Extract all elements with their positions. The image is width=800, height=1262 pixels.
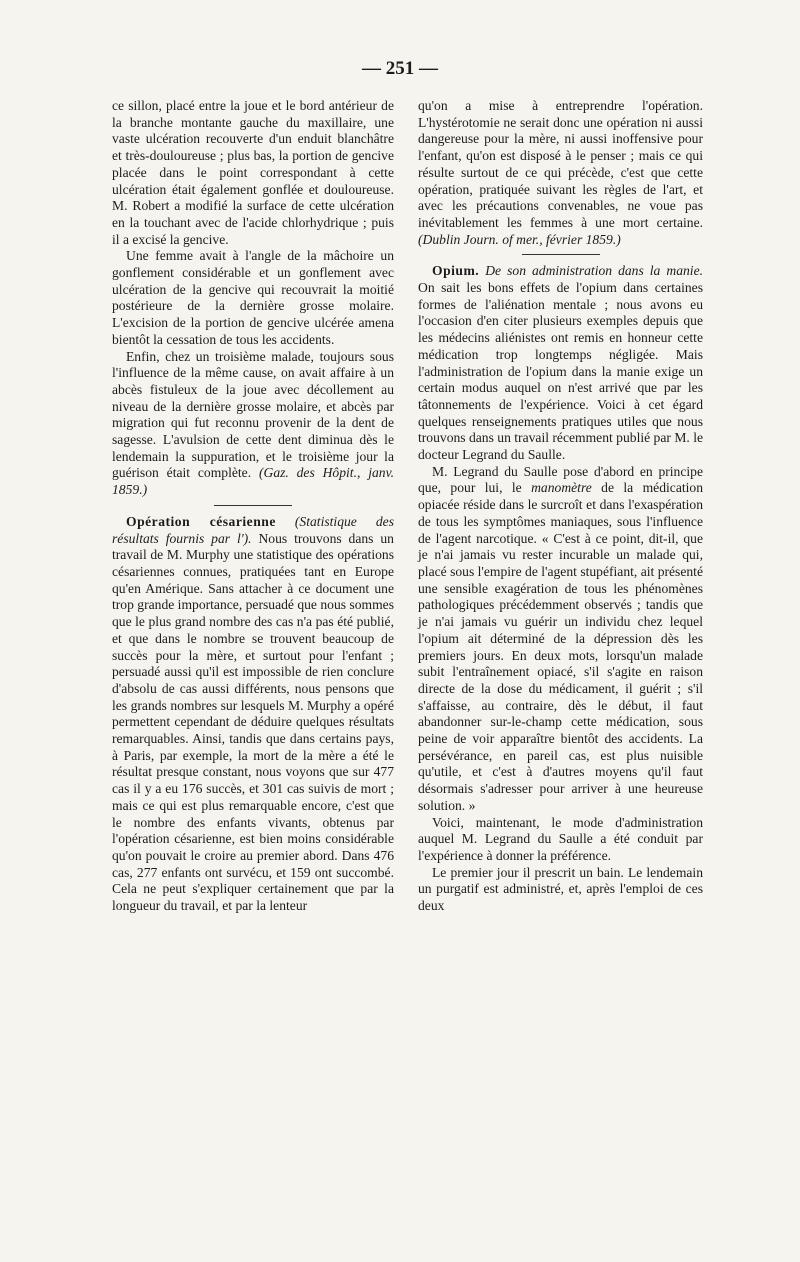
section-heading: Opium. [432,263,480,279]
paragraph-text: de la médication opiacée réside dans le surcroît et dans l'exaspération de tous les symptômes maniaques, sous l'influence de l'agent narcotique. « C'est à ce point, dit-il, que je n'ai jamais vu rester incurable un malade qui, placé sous l'empire de l'agent stupéfiant, ait présenté une sensible exagération de tous les phénomènes pathologiques précédemment observés ; tandis que je n'ai jamais vu guérir un individu chez lequel l'opium ait déterminé de la dépression dès les premiers jours. En deux mots, lorsqu'un malade subit l'entraînement opiacé, s'il s'agite en raison directe de la dose du médicament, il guérit ; s'il s'affaisse, au contraire, dès le début, il faut abandonner sur-le-champ cette médication, sous peine de voir apparaître bientôt des accidents. La persévérance, en pareil cas, est plus nuisible qu'utile, et c'est à d'autres moyens qu'il faut désormais s'adresser pour arriver à une heureuse solution. » [418,480,704,813]
paragraph-text: qu'on a mise à entreprendre l'opération. L'hystérotomie ne serait donc une opération ni aussi dangereuse pour la mère, ni aussi inoffensive pour l'enfant, qu'on est disposé à le penser ; mais ce qui résulte surtout de ce qui précède, c'est que cette opération, pratiquée suivant les règles de l'art, et avec les précautions convenables, ne voue pas inévitablement les femmes à une mort certaine. [418,98,703,230]
section-subheading: (Statistique des résultats fournis par l'). [112,513,394,546]
italic-term: manomètre [531,480,592,496]
right-column [418,98,703,915]
paragraph-text: M. Legrand du Saulle pose d'abord en principe que, pour lui, le [418,463,703,496]
section-paragraph [112,514,394,915]
section-body: Nous trouvons dans un travail de M. Murphy une statistique des opérations césariennes connues, pratiquées tant en Europe qu'en Amérique. Sans attacher à ce document une trop grande importance, persuadé que nous sommes que le plus grand nombre des cas n'a pas été publié, et que dans le nombre se trouvent beaucoup de succès pour la mère, et surtout pour l'enfant ; persuadé aussi qu'il est impossible de rien conclure d'absolu de cas aussi différents, nous pensons que les grands nombres sur lesquels M. Murphy a opéré permettent cependant de déduire quelques résultats remarquables. Ainsi, tandis que dans certains pays, à Paris, par exemple, la mort de la mère a été le résultat presque constant, nous voyons que sur 477 cas il y a eu 176 succès, et 301 cas suivis de mort ; mais ce qui est plus remarquable encore, c'est que le nombre des enfants vivants, obtenus par l'opération césarienne, est bien moins considérable qu'on pouvait le croire au premier abord. Dans 476 cas, 277 enfants ont survécu, et 159 ont succombé. Cela ne peut s'expliquer certainement que par la longueur du travail, et par la lenteur [112,530,394,914]
paragraph [112,349,394,499]
section-heading: Opération césarienne [126,513,276,529]
paragraph: Voici, maintenant, le mode d'administration auquel M. Legrand du Saulle a été conduit par l'expérience à donner la préférence. [418,814,703,863]
paragraph: ce sillon, placé entre la joue et le bord antérieur de la branche montante gauche du maxillaire, une vaste ulcération recouverte d'un enduit blanchâtre et très-douloureuse ; plus bas, la portion de gencive placée dans le point correspondant à cette ulcération était également gonflée et douloureuse. M. Robert a modifié la surface de cette ulcération en la touchant avec de l'acide chlorhydrique ; puis il a excisé la gencive. [112,98,394,247]
section-divider [522,254,600,255]
section-paragraph [418,263,703,463]
section-subheading: De son administration dans la manie. [485,263,703,279]
source-citation: (Gaz. des Hôpit., janv. 1859.) [112,465,394,498]
paragraph [418,98,703,248]
paragraph-text: Enfin, chez un troisième malade, toujours sous l'influence de la même cause, on avait affaire à un abcès fistuleux de la joue avec décollement au niveau de la dernière grosse molaire, et abcès par migration qui fut reconnu provenir de la dent de sagesse. L'avulsion de cette dent diminua dès le lendemain la suppuration, et le troisième jour la guérison était complète. [112,348,394,481]
section-body: On sait les bons effets de l'opium dans certaines formes de l'aliénation mentale ; nous avons eu l'occasion d'en citer plusieurs exemples depuis que les médecins aliénistes ont remis en honneur cette médication trop longtemps négligée. Mais l'administration de l'opium dans la manie exige un certain modus auquel on n'est arrivé que par les tâtonnements de l'expérience. Voici à cet égard quelques renseignements pratiques utiles que nous trouvons dans un travail récemment publié par M. le docteur Legrand du Saulle. [418,280,704,463]
page-number: — 251 — [362,58,438,79]
paragraph [418,464,703,815]
paragraph: Le premier jour il prescrit un bain. Le lendemain un purgatif est administré, et, après l'emploi de ces deux [418,864,703,914]
source-citation: (Dublin Journ. of mer., février 1859.) [418,231,621,247]
section-divider [214,505,292,506]
paragraph: Une femme avait à l'angle de la mâchoire un gonflement considérable et un gonflement avec ulcération de la gencive qui recouvrait la moitié postérieure de la dernière grosse molaire. L'excision de la portion de gencive ulcérée amena bientôt la cessation de tous les accidents. [112,248,394,347]
left-column [112,98,394,915]
